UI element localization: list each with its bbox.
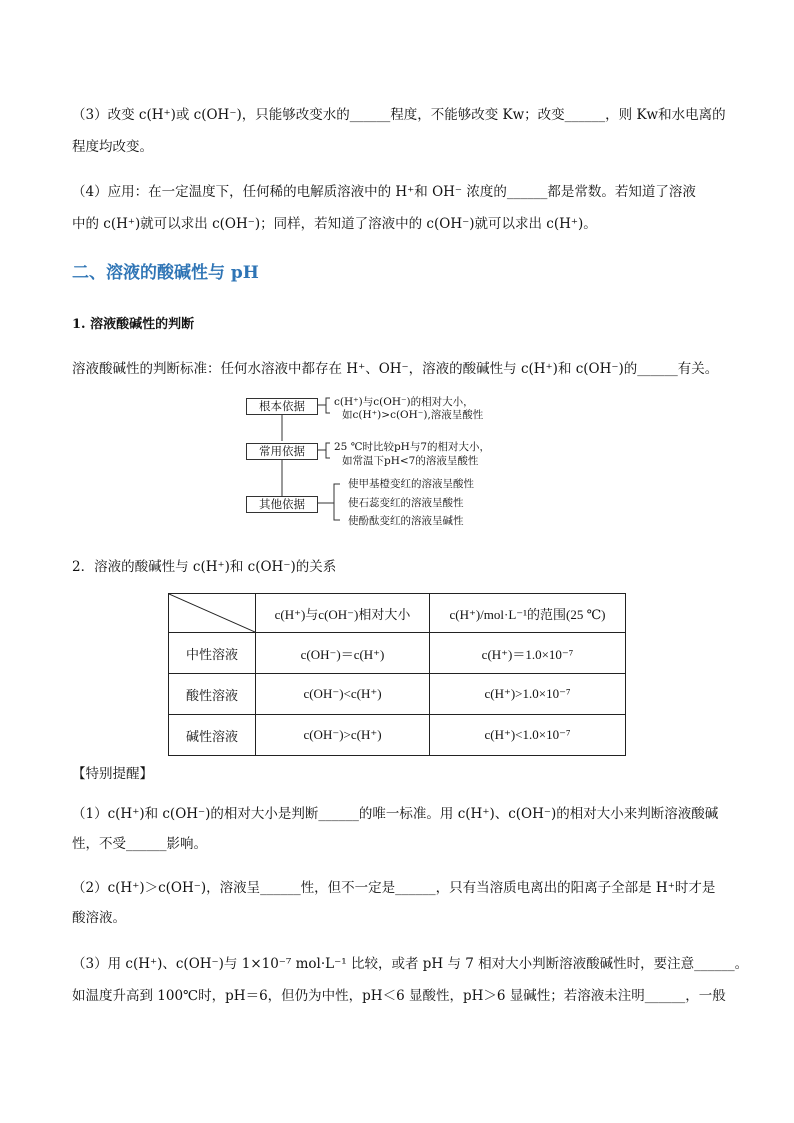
table-cell: c(OH⁻)>c(H⁺): [256, 715, 430, 756]
table-cell: 酸性溶液: [169, 674, 256, 715]
special-reminder-title: 【特别提醒】: [72, 766, 153, 782]
paragraph-4-line-1: （4）应用：在一定温度下，任何稀的电解质溶液中的 H⁺和 OH⁻ 浓度的______都是常数。若知道了溶液: [72, 184, 696, 200]
note-3-line-1: （3）用 c(H⁺)、c(OH⁻)与 1×10⁻⁷ mol·L⁻¹ 比较，或者 pH 与 7 相对大小判断溶液酸碱性时，要注意______。: [72, 956, 749, 972]
table-corner-cell: [169, 594, 256, 633]
table-row: [169, 633, 626, 674]
paragraph-3-line-1: （3）改变 c(H⁺)或 c(OH⁻)，只能够改变水的______程度，不能够改变 Kw；改变______，则 Kw和水电离的: [72, 107, 726, 123]
diagram-box3-text-1: 使甲基橙变红的溶液呈酸性: [348, 478, 474, 490]
acidity-table: [168, 593, 626, 756]
diagram-box-fundamental: 根本依据: [246, 398, 318, 415]
table-cell: c(H⁺)>1.0×10⁻⁷: [430, 674, 626, 715]
note-2-line-2: 酸溶液。: [72, 910, 126, 926]
diagram-box-other: 其他依据: [246, 496, 318, 513]
diagram-box-common: 常用依据: [246, 443, 318, 460]
subsection-title-2: 2．溶液的酸碱性与 c(H⁺)和 c(OH⁻)的关系: [72, 559, 337, 575]
diagram-box3-text-3: 使酚酞变红的溶液呈碱性: [348, 515, 464, 527]
diagram-box1-text-2: 如c(H⁺)>c(OH⁻),溶液呈酸性: [342, 409, 484, 421]
table-cell: c(H⁺)<1.0×10⁻⁷: [430, 715, 626, 756]
table-cell: 中性溶液: [169, 633, 256, 674]
diagram-box1-text-1: c(H⁺)与c(OH⁻)的相对大小，: [334, 396, 474, 408]
note-3-line-2: 如温度升高到 100℃时，pH＝6，但仍为中性，pH＜6 显酸性，pH＞6 显碱性；若溶液未注明______，一般: [72, 988, 726, 1004]
judgement-diagram: [246, 396, 546, 532]
table-cell: c(H⁺)＝1.0×10⁻⁷: [430, 633, 626, 674]
diagonal-line: [169, 594, 255, 632]
table-header-cell: c(H⁺)与c(OH⁻)相对大小: [256, 594, 430, 633]
table-row: [169, 715, 626, 756]
diagram-box2-text-2: 如常温下pH<7的溶液呈酸性: [342, 455, 479, 467]
diagram-box2-text-1: 25 ℃时比较pH与7的相对大小，: [334, 441, 491, 453]
section-heading: 二、溶液的酸碱性与 pH: [72, 263, 259, 283]
table-header-row: [169, 594, 626, 633]
table-cell: 碱性溶液: [169, 715, 256, 756]
note-1-line-1: （1）c(H⁺)和 c(OH⁻)的相对大小是判断______的唯一标准。用 c(H⁺)、c(OH⁻)的相对大小来判断溶液酸碱: [72, 806, 719, 822]
note-1-line-2: 性，不受______影响。: [72, 836, 207, 852]
paragraph-4-line-2: 中的 c(H⁺)就可以求出 c(OH⁻)；同样，若知道了溶液中的 c(OH⁻)就可以求出 c(H⁺)。: [72, 216, 597, 232]
diagram-box3-text-2: 使石蕊变红的溶液呈酸性: [348, 497, 464, 509]
table-cell: c(OH⁻)＝c(H⁺): [256, 633, 430, 674]
table-cell: c(OH⁻)<c(H⁺): [256, 674, 430, 715]
table-header-cell: c(H⁺)/mol·L⁻¹的范围(25 ℃): [430, 594, 626, 633]
paragraph-3-line-2: 程度均改变。: [72, 139, 153, 155]
note-2-line-1: （2）c(H⁺)＞c(OH⁻)，溶液呈______性，但不一定是______，只有当溶质电离出的阳离子全部是 H⁺时才是: [72, 880, 716, 896]
standard-paragraph: 溶液酸碱性的判断标准：任何水溶液中都存在 H⁺、OH⁻，溶液的酸碱性与 c(H⁺)和 c(OH⁻)的______有关。: [72, 361, 719, 377]
table-row: [169, 674, 626, 715]
subsection-title-1: 1. 溶液酸碱性的判断: [72, 317, 195, 332]
